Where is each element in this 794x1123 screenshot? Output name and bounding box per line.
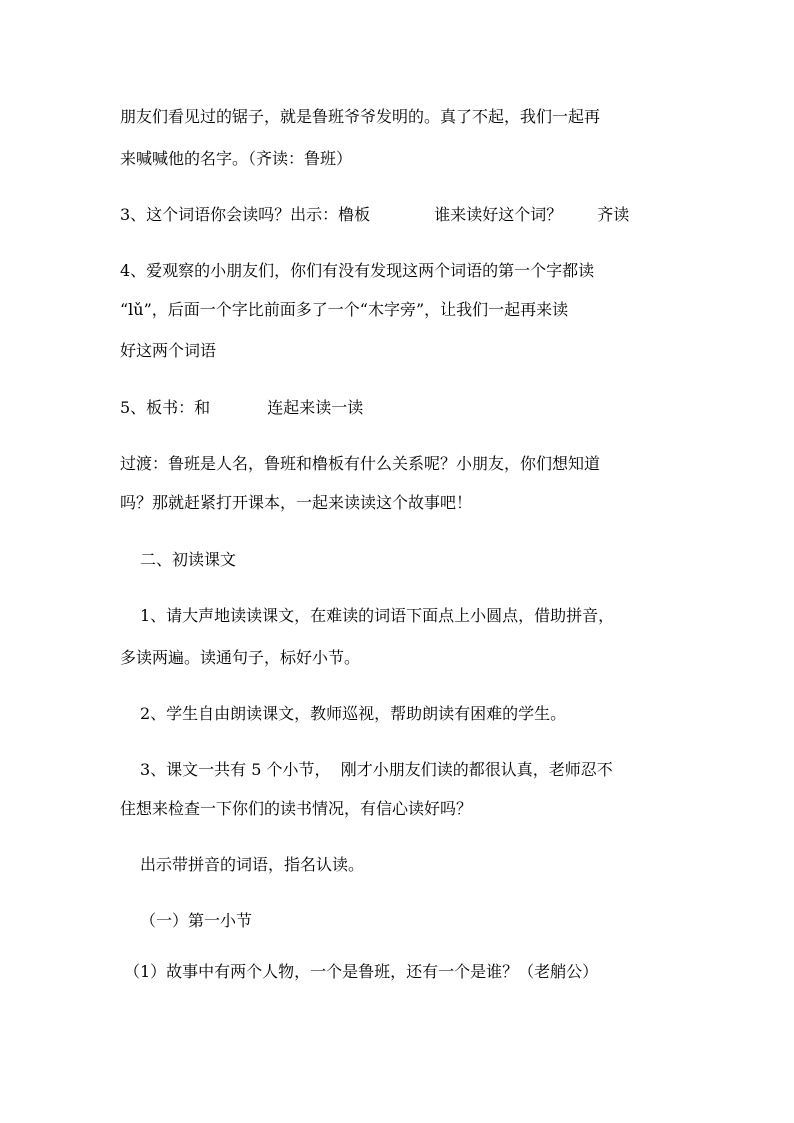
paragraph-line: 朋友们看见过的锯子，就是鲁班爷爷发明的。真了不起，我们一起再 — [120, 107, 601, 126]
step-5-text: 5、板书：和 — [120, 398, 211, 417]
step-3-action: 齐读 — [597, 205, 630, 224]
step-3-prompt: 谁来读好这个词？ — [434, 205, 563, 224]
question-line: （1）故事中有两个人物，一个是鲁班，还有一个是谁？（老艄公） — [124, 962, 599, 981]
transition-line: 吗？那就赶紧打开课本，一起来读读这个故事吧！ — [120, 493, 473, 512]
transition-line: 过渡：鲁班是人名，鲁班和橹板有什么关系呢？小朋友，你们想知道 — [120, 454, 601, 473]
step-5-line — [120, 398, 363, 418]
step-4-line: 好这两个词语 — [120, 341, 217, 360]
paragraph-line: 来喊喊他的名字。（齐读：鲁班） — [120, 149, 353, 168]
instruction-line: 出示带拼音的词语，指名认读。 — [140, 855, 365, 874]
subsection-heading: （一）第一小节 — [140, 911, 253, 930]
step-4-line: 4、爱观察的小朋友们，你们有没有发现这两个词语的第一个字都读 — [120, 261, 595, 280]
list-item: 住想来检查一下你们的读书情况，有信心读好吗？ — [120, 799, 473, 818]
step-3-line — [120, 205, 629, 225]
list-item: 3、课文一共有 5 个小节， 刚才小朋友们读的都很认真，老师忍不 — [140, 760, 613, 779]
list-item: 2、学生自由朗读课文，教师巡视，帮助朗读有困难的学生。 — [140, 704, 567, 723]
step-4-line: “lǔ”，后面一个字比前面多了一个“木字旁”，让我们一起再来读 — [120, 300, 569, 319]
list-item: 多读两遍。读通句子，标好小节。 — [120, 648, 361, 667]
step-5-action: 连起来读一读 — [267, 398, 364, 417]
list-item: 1、请大声地读读课文，在难读的词语下面点上小圆点，借助拼音， — [140, 606, 615, 625]
section-heading: 二、初读课文 — [140, 550, 237, 569]
step-3-text: 3、这个词语你会读吗？出示：橹板 — [120, 205, 371, 224]
